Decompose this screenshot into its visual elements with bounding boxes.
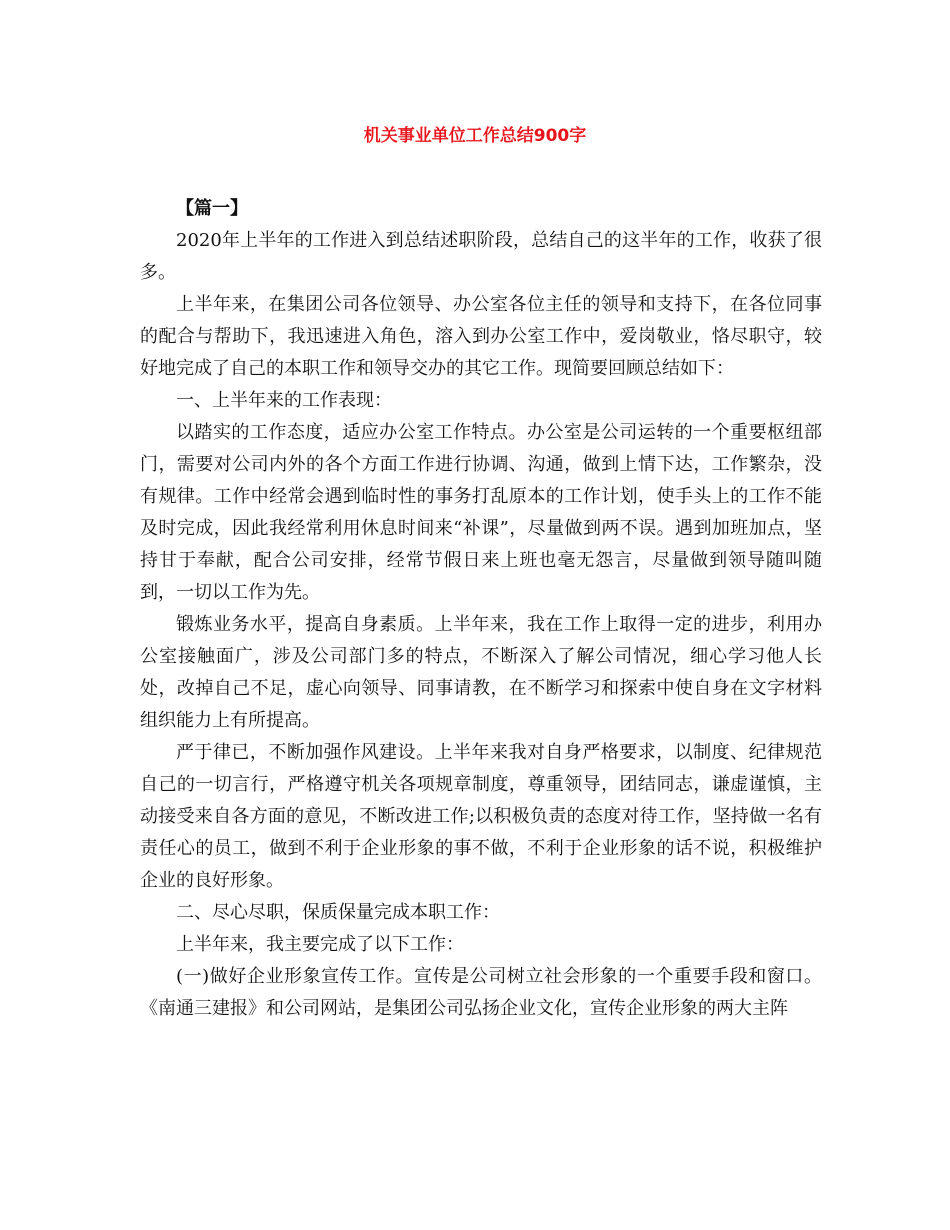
paragraph-skill-improvement: 锻炼业务水平，提高自身素质。上半年来，我在工作上取得一定的进步，利用办公室接触面广，涉及公司部门多的特点，不断深入了解公司情况，细心学习他人长处，改掉自己不足，虚心向领导、同事请教，在不断学习和探索中使自身在文字材料组织能力上有所提高。 [140, 614, 822, 731]
paragraph-completed-work: 上半年来，我主要完成了以下工作： [176, 934, 464, 955]
document-body [140, 193, 822, 1025]
document-title: 机关事业单位工作总结900字 [363, 126, 587, 146]
paragraph-self-discipline: 严于律已，不断加强作风建设。上半年来我对自身严格要求，以制度、纪律规范自己的一切言行，严格遵守机关各项规章制度，尊重领导，团结同志，谦虚谨慎，主动接受来自各方面的意见，不断改进工作;以积极负责的态度对待工作，坚持做一名有责任心的员工，做到不利于企业形象的事不做，不利于企业形象的话不说，积极维护企业的良好形象。 [140, 742, 822, 891]
paragraph-overview: 上半年来，在集团公司各位领导、办公室各位主任的领导和支持下，在各位同事的配合与帮助下，我迅速进入角色，溶入到办公室工作中，爱岗敬业，恪尽职守，较好地完成了自己的本职工作和领导交办的其它工作。现简要回顾总结如下： [140, 294, 822, 379]
heading-work-performance: 一、上半年来的工作表现： [176, 390, 392, 411]
paragraph-publicity: (一)做好企业形象宣传工作。宣传是公司树立社会形象的一个重要手段和窗口。《南通三建报》和公司网站，是集团公司弘扬企业文化，宣传企业形象的两大主阵 [140, 966, 822, 1019]
paragraph-work-attitude: 以踏实的工作态度，适应办公室工作特点。办公室是公司运转的一个重要枢纽部门，需要对公司内外的各个方面工作进行协调、沟通，做到上情下达，工作繁杂，没有规律。工作中经常会遇到临时性的事务打乱原本的工作计划，使手头上的工作不能及时完成，因此我经常利用休息时间来“补课”，尽量做到两不误。遇到加班加点，坚持甘于奉献，配合公司安排，经常节假日来上班也毫无怨言，尽量做到领导随叫随到，一切以工作为先。 [140, 422, 822, 603]
paragraph-intro: 2020年上半年的工作进入到总结述职阶段，总结自己的这半年的工作，收获了很多。 [140, 230, 822, 283]
heading-duties: 二、尽心尽职，保质保量完成本职工作： [176, 902, 500, 923]
section-tag: 【篇一】 [176, 198, 248, 219]
